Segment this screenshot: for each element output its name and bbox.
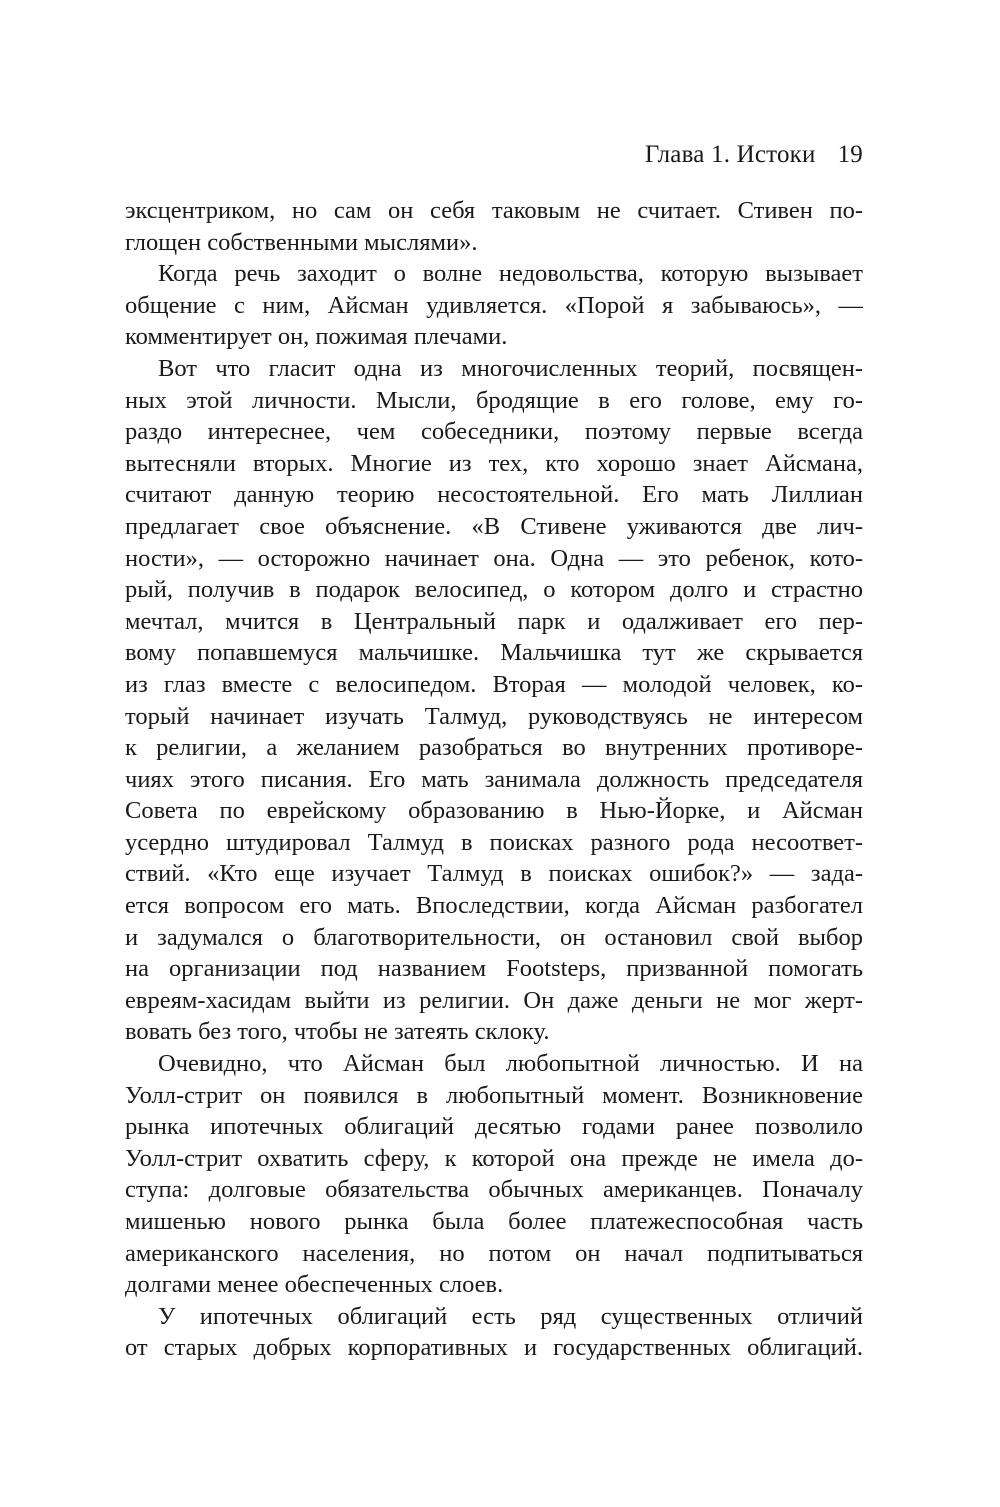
text-line: ступа: долговые обязательства обычных американцев. Поначалу — [125, 1176, 863, 1204]
text-line: Уолл-стрит охватить сферу, к которой она прежде не имела до- — [125, 1144, 863, 1172]
text-line: Очевидно, что Айсман был любопытной личностью. И на — [158, 1050, 863, 1078]
text-line: евреям-хасидам выйти из религии. Он даже деньги не мог жерт- — [125, 986, 863, 1014]
chapter-title: Глава 1. Истоки — [644, 141, 816, 168]
text-line: от старых добрых корпоративных и государственных облигаций. — [125, 1334, 863, 1362]
text-line: глощен собственными мыслями». — [125, 228, 478, 256]
text-line: общение с ним, Айсман удивляется. «Порой я забываюсь», — — [125, 291, 863, 319]
text-line: ных этой личности. Мысли, бродящие в его голове, ему го- — [125, 386, 863, 414]
text-line: комментирует он, пожимая плечами. — [125, 323, 508, 351]
text-line: рынка ипотечных облигаций десятью годами ранее позволило — [125, 1113, 863, 1141]
text-line: ствий. «Кто еще изучает Талмуд в поисках ошибок?» — зада- — [125, 860, 863, 888]
text-line: Совета по еврейскому образованию в Нью-Йорке, и Айсман — [125, 797, 863, 825]
text-line: Уолл-стрит он появился в любопытный момент. Возникновение — [125, 1081, 863, 1109]
text-line: вовать без того, чтобы не затеять склоку. — [125, 1018, 550, 1046]
running-head — [645, 140, 863, 170]
text-line: ности», — осторожно начинает она. Одна — это ребенок, кото- — [125, 544, 863, 572]
text-line: торый начинает изучать Талмуд, руководствуясь не интересом — [125, 702, 863, 730]
text-line: долгами менее обеспеченных слоев. — [125, 1271, 504, 1299]
text-line: мечтал, мчится в Центральный парк и одалживает его пер- — [125, 607, 863, 635]
text-line: на организации под названием Footsteps, призванной помогать — [125, 955, 863, 983]
text-line: вытесняли вторых. Многие из тех, кто хорошо знает Айсмана, — [125, 449, 863, 477]
text-line: и задумался о благотворительности, он остановил свой выбор — [125, 923, 863, 951]
text-line: мишенью нового рынка была более платежеспособная часть — [125, 1208, 863, 1235]
body-text — [125, 195, 863, 1364]
text-line: рый, получив в подарок велосипед, о котором долго и страстно — [125, 576, 863, 604]
text-line: ется вопросом его мать. Впоследствии, когда Айсман разбогател — [125, 892, 863, 920]
text-line: считают данную теорию несостоятельной. Его мать Лиллиан — [125, 481, 863, 509]
text-line: Вот что гласит одна из многочисленных теорий, посвящен- — [158, 354, 863, 382]
text-line: чиях этого писания. Его мать занимала должность председателя — [125, 765, 863, 793]
text-line: предлагает свое объяснение. «В Стивене уживаются две лич- — [125, 512, 863, 540]
text-line: к религии, а желанием разобраться во внутренних противоре- — [125, 734, 863, 762]
text-line: из глаз вместе с велосипедом. Вторая — молодой человек, ко- — [125, 670, 863, 698]
text-line: вому попавшемуся мальчишке. Мальчишка тут же скрывается — [125, 639, 863, 667]
text-line: раздо интереснее, чем собеседники, поэтому первые всегда — [125, 418, 863, 446]
text-line: усердно штудировал Талмуд в поисках разного рода несоответ- — [125, 828, 863, 856]
text-line: американского населения, но потом он начал подпитываться — [125, 1239, 863, 1267]
text-line: эксцентриком, но сам он себя таковым не считает. Стивен по- — [125, 197, 863, 224]
page-number: 19 — [837, 141, 863, 168]
text-line: У ипотечных облигаций есть ряд существенных отличий — [158, 1302, 863, 1330]
text-line: Когда речь заходит о волне недовольства, которую вызывает — [158, 260, 863, 288]
